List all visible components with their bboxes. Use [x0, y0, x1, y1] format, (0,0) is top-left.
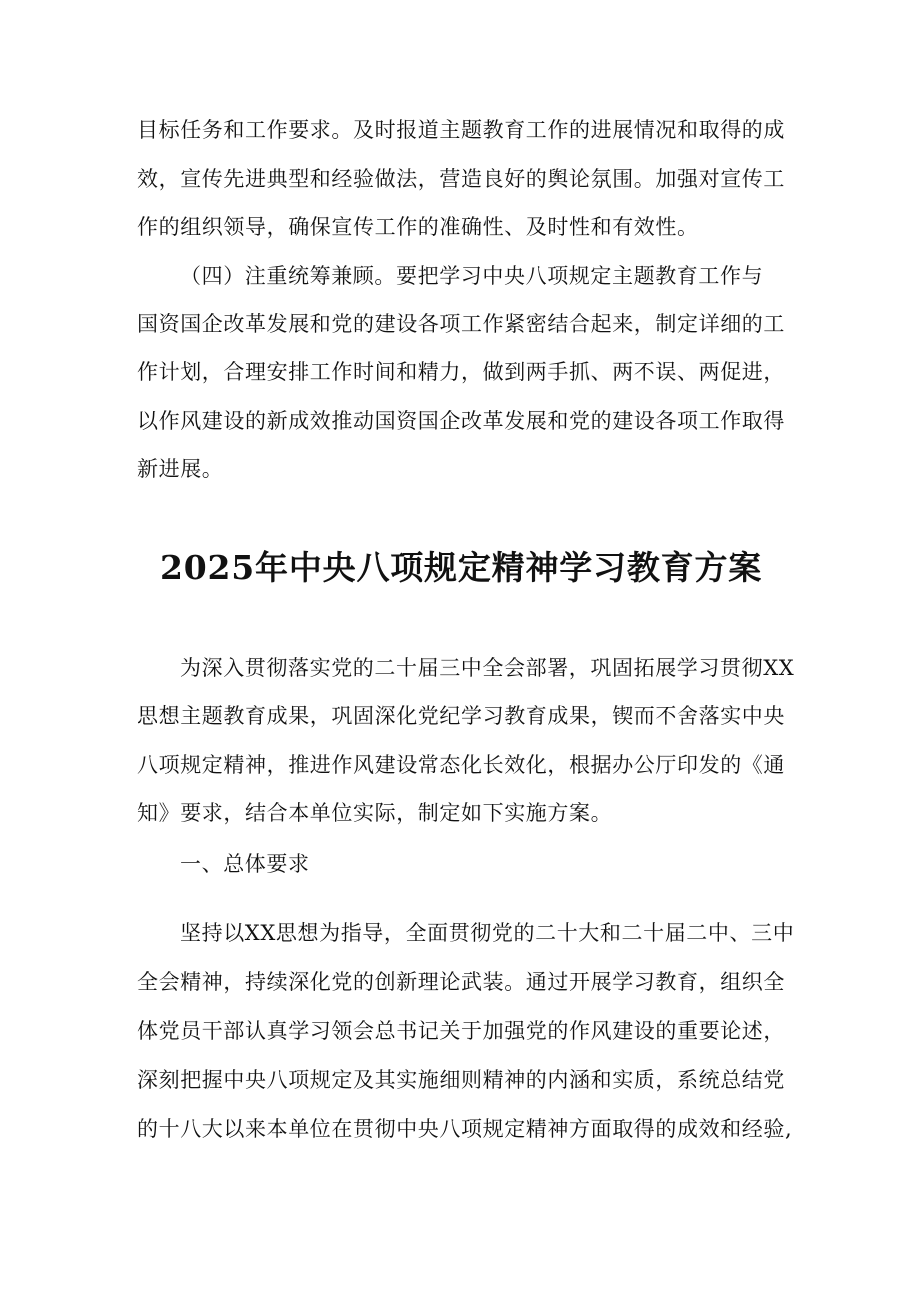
- document-title: 2025年中央八项规定精神学习教育方案: [160, 548, 763, 587]
- paragraph-line: 八项规定精神，推进作风建设常态化长效化，根据办公厅印发的《通: [137, 753, 785, 777]
- section-heading: 一、总体要求: [180, 852, 310, 876]
- paragraph-line: （四）注重统筹兼顾。要把学习中央八项规定主题教育工作与: [180, 264, 764, 288]
- paragraph-line: 全会精神，持续深化党的创新理论武装。通过开展学习教育，组织全: [137, 970, 785, 994]
- paragraph-line: 知》要求，结合本单位实际，制定如下实施方案。: [137, 801, 613, 825]
- paragraph-line: 以作风建设的新成效推动国资国企改革发展和党的建设各项工作取得: [137, 409, 785, 433]
- paragraph-line: 新进展。: [137, 457, 224, 481]
- paragraph-line: 深刻把握中央八项规定及其实施细则精神的内涵和实质，系统总结党: [137, 1068, 785, 1092]
- paragraph-line: 作计划，合理安排工作时间和精力，做到两手抓、两不误、两促进，: [137, 360, 785, 384]
- paragraph-line: 体党员干部认真学习领会总书记关于加强党的作风建设的重要论述，: [137, 1019, 785, 1043]
- paragraph-line: 为深入贯彻落实党的二十届三中全会部署，巩固拓展学习贯彻XX: [180, 656, 795, 680]
- paragraph-line: 的十八大以来本单位在贯彻中央八项规定精神方面取得的成效和经验,: [137, 1117, 793, 1141]
- paragraph-line: 作的组织领导，确保宣传工作的准确性、及时性和有效性。: [137, 215, 699, 239]
- paragraph-line: 坚持以XX思想为指导，全面贯彻党的二十大和二十届二中、三中: [180, 921, 795, 945]
- paragraph-line: 目标任务和工作要求。及时报道主题教育工作的进展情况和取得的成: [137, 118, 785, 142]
- paragraph-line: 效，宣传先进典型和经验做法，营造良好的舆论氛围。加强对宣传工: [137, 167, 785, 191]
- paragraph-line: 思想主题教育成果，巩固深化党纪学习教育成果，锲而不舍落实中央: [137, 704, 785, 728]
- paragraph-line: 国资国企改革发展和党的建设各项工作紧密结合起来，制定详细的工: [137, 312, 785, 336]
